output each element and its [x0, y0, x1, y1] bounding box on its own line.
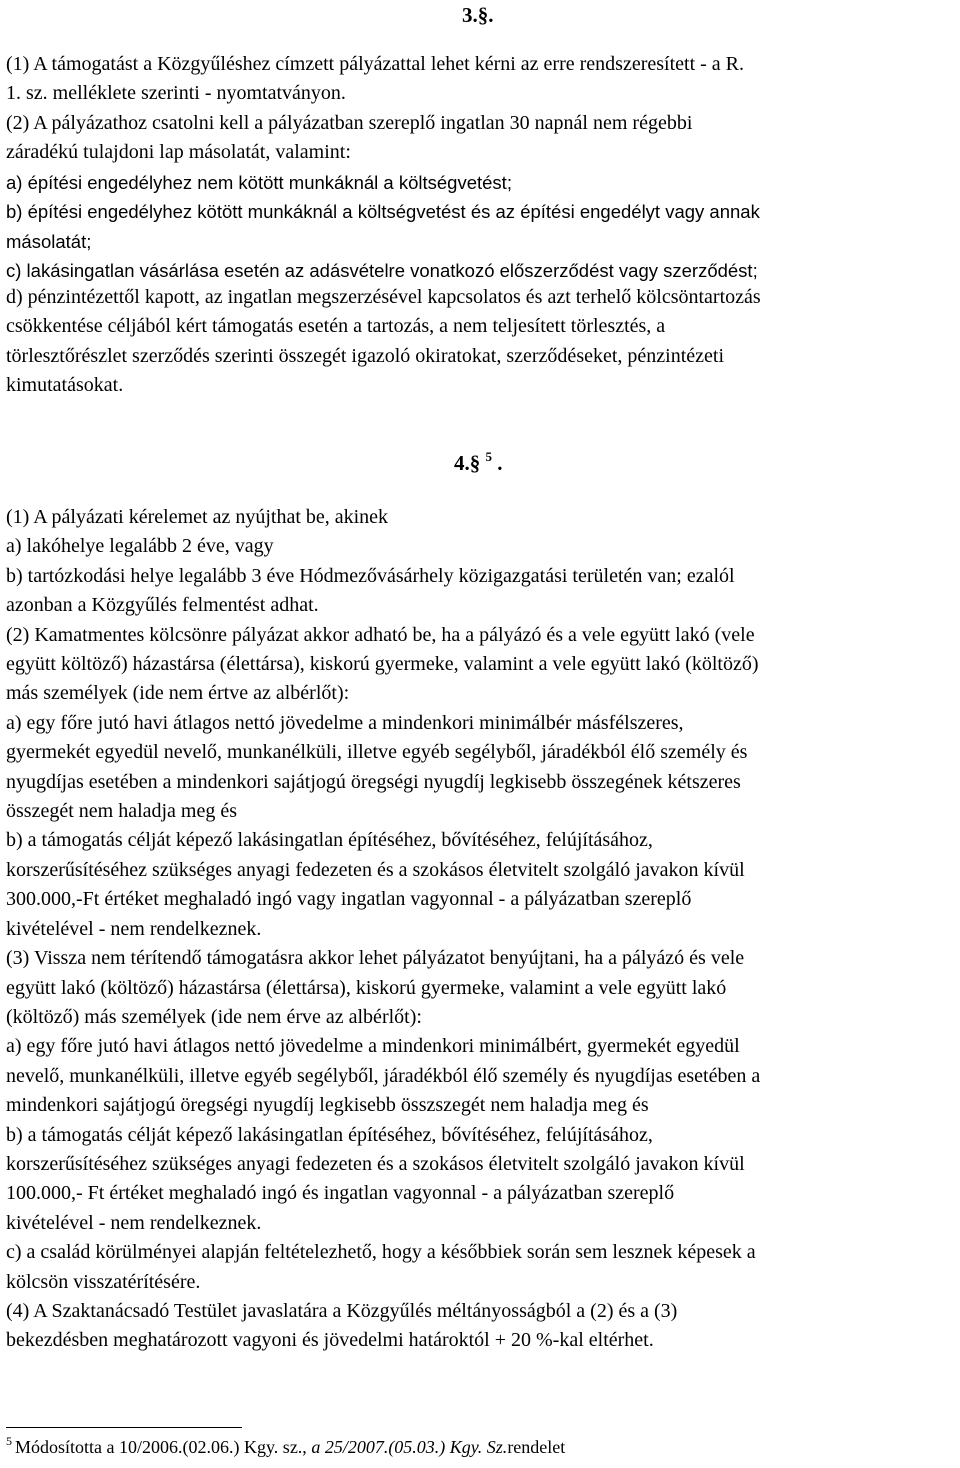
- section-4-heading: [454, 450, 503, 476]
- section-3-paragraph-1: (1) A támogatást a Közgyűléshez címzett pályázattal lehet kérni az erre rendszeresített - a R. 1. sz. melléklete szerinti - nyomtatványon. (2) A pályázathoz csatolni kell a pályázatban szereplő ingatlan 30 napnál nem régebbi záradékú tulajdoni lap másolatát, valamint:: [6, 53, 744, 164]
- section-4-body: (1) A pályázati kérelemet az nyújthat be, akinek a) lakóhelye legalább 2 éve, vagy b) tartózkodási helye legalább 3 éve Hódmezővásárhely közigazgatási területén van; ezalól azonban a Közgyűlés felmentést adhat. (2) Kamatmentes kölcsönre pályázat akkor adható be, ha a pályázó és a vele együtt lakó (vele együtt költöző) házastársa (élettársa), kiskorú gyermeke, valamint a vele együtt lakó (költöző) más személyek (ide nem értve az albérlőt): a) egy főre jutó havi átlagos nettó jövedelme a mindenkori minimálbér másfélszeres, gyermekét egyedül nevelő, munkanélküli, illetve egyéb segélyből, járadékból élő személy és nyugdíjas esetében a mindenkori sajátjogú öregségi nyugdíj legkisebb összegének kétszeres összegét nem haladja meg és b) a támogatás célját képező lakásingatlan építéséhez, bővítéséhez, felújításához, korszerűsítéséhez szükséges anyagi fedezeten és a szokásos életvitelt szolgáló javakon kívül 300.000,-Ft értéket meghaladó ingó vagy ingatlan vagyonnal - a pályázatban szereplő kivételével - nem rendelkeznek. (3) Vissza nem térítendő támogatásra akkor lehet pályázatot benyújtani, ha a pályázó és vele együtt lakó (költöző) házastársa (élettársa), kiskorú gyermeke, valamint a vele együtt lakó (költöző) más személyek (ide nem érve az albérlőt): a) egy főre jutó havi átlagos nettó jövedelme a mindenkori minimálbért, gyermekét egyedül nevelő, munkanélküli, illetve egyéb segélyből, járadékból élő személy és nyugdíjas esetében a mindenkori sajátjogú öregségi nyugdíj legkisebb összszegét nem haladja meg és b) a támogatás célját képező lakásingatlan építéséhez, bővítéséhez, felújításához, korszerűsítéséhez szükséges anyagi fedezeten és a szokásos életvitelt szolgáló javakon kívül 100.000,- Ft értéket meghaladó ingó és ingatlan vagyonnal - a pályázatban szereplő kivételével - nem rendelkeznek. c) a család körülményei alapján feltételezhető, hogy a későbbiek során sem lesznek képesek a kölcsön visszatérítésére. (4) A Szaktanácsadó Testület javaslatára a Közgyűlés méltányosságból a (2) és a (3) bekezdésben meghatározott vagyoni és jövedelmi határoktól + 20 %-kal eltérhet.: [6, 506, 761, 1352]
- section-4-heading-tail: .: [497, 451, 503, 475]
- footnote-text-end: rendelet: [507, 1437, 566, 1457]
- section-3-paragraph-3: d) pénzintézettől kapott, az ingatlan megszerzésével kapcsolatos és azt terhelő kölcsöntartozás csökkentése céljából kért támogatás esetén a tartozás, a nem teljesített törlesztés, a törlesztőrészlet szerződés szerinti összegét igazoló okiratokat, szerződéseket, pénzintézeti kimutatásokat.: [6, 286, 761, 397]
- footnote-text: Módosította a 10/2006.(02.06.) Kgy. sz.,: [15, 1437, 312, 1457]
- section-3-paragraph-2: a) építési engedélyhez nem kötött munkáknál a költségvetést; b) építési engedélyhez kötött munkáknál a költségvetést és az építési engedélyt vagy annak másolatát; c) lakásingatlan vásárlása esetén az adásvételre vonatkozó előszerződést vagy szerződést;: [6, 172, 760, 282]
- section-4-heading-text: 4.§: [454, 451, 481, 475]
- section-3-heading-text: 3.§.: [462, 3, 494, 27]
- section-3-heading: [462, 2, 494, 28]
- footnote-mark: 5: [6, 1434, 12, 1448]
- footnote-text-italic: a 25/2007.(05.03.) Kgy. Sz.: [311, 1437, 508, 1457]
- footnote: [6, 1436, 565, 1458]
- footnote-reference[interactable]: 5: [485, 449, 492, 464]
- footnote-separator: [6, 1427, 242, 1428]
